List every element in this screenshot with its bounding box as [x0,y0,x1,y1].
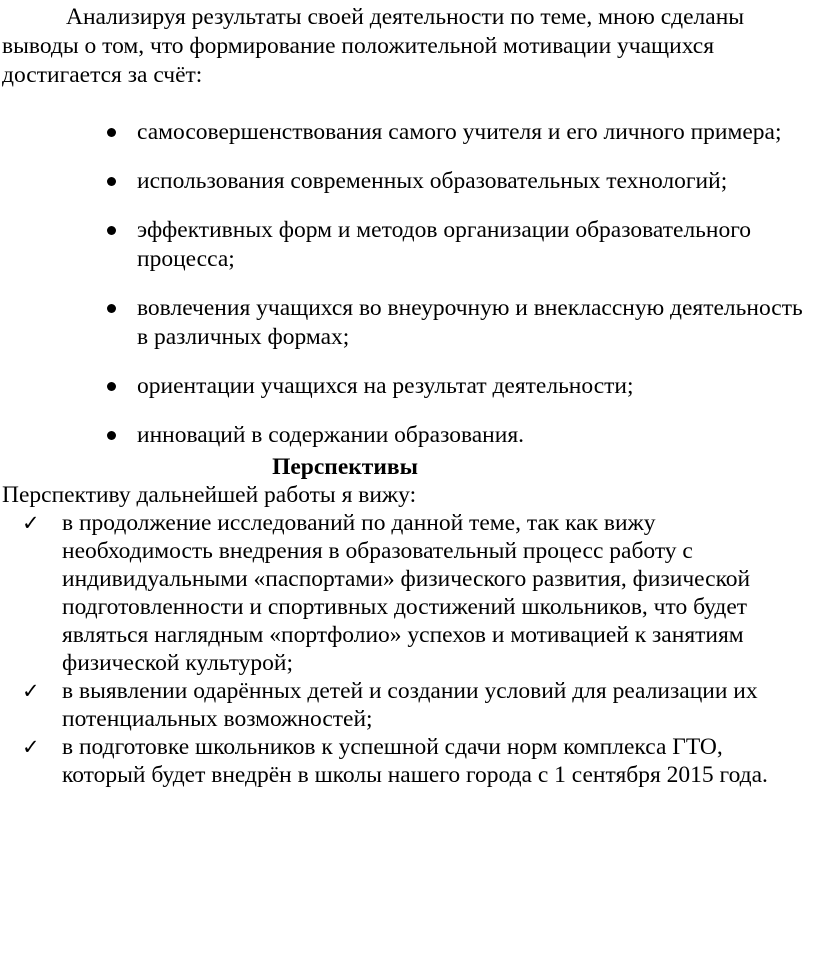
list-item [0,294,816,352]
list-item-text: инноваций в содержании образования. [137,422,525,448]
lead-sentence: Перспективу дальнейшей работы я вижу: [2,482,417,508]
list-item-text: использования современных образовательных технологий; [137,168,728,194]
section-title: Перспективы [272,454,418,480]
list-item [0,372,816,401]
bullet-icon [107,226,116,235]
checkmark-icon: ✓ [22,735,40,759]
list-item-text: самосовершенствования самого учителя и его личного примера; [137,119,782,145]
list-item [0,733,816,789]
bullet-icon [107,382,116,391]
list-item-text: вовлечения учащихся во внеурочную и внеклассную деятельность в различных формах; [137,295,803,350]
list-item [0,509,816,677]
list-item-text: в подготовке школьников к успешной сдачи норм комплекса ГТО, который будет внедрён в школы нашего города с 1 сентября 2015 года. [62,734,768,788]
list-item [0,118,816,147]
list-item [0,216,816,274]
perspectives-list [0,509,816,789]
bullet-icon [107,128,116,137]
list-item-text: в продолжение исследований по данной теме, так как вижу необходимость внедрения в образовательный процесс работу с индивидуальными «паспортами» физического развития, физической подготовленности и спортивных достижений школьников, что будет являться наглядным «портфолио» успехов и мотивацией к занятиям физической культурой; [62,510,751,676]
bullet-icon [107,431,116,440]
list-item [0,167,816,196]
list-item-text: в выявлении одарённых детей и создании условий для реализации их потенциальных возможностей; [62,678,758,732]
bullet-icon [107,304,116,313]
checkmark-icon: ✓ [22,511,40,535]
bullet-icon [107,177,116,186]
list-item [0,677,816,733]
intro-paragraph: Анализируя результаты своей деятельности по теме, мною сделаны выводы о том, что формирование положительной мотивации учащихся достигается за счёт: [2,4,745,88]
list-item-text: ориентации учащихся на результат деятельности; [137,373,634,399]
checkmark-icon: ✓ [22,679,40,703]
list-item [0,421,816,450]
conclusions-list [0,118,816,470]
list-item-text: эффективных форм и методов организации образовательного процесса; [137,217,752,272]
